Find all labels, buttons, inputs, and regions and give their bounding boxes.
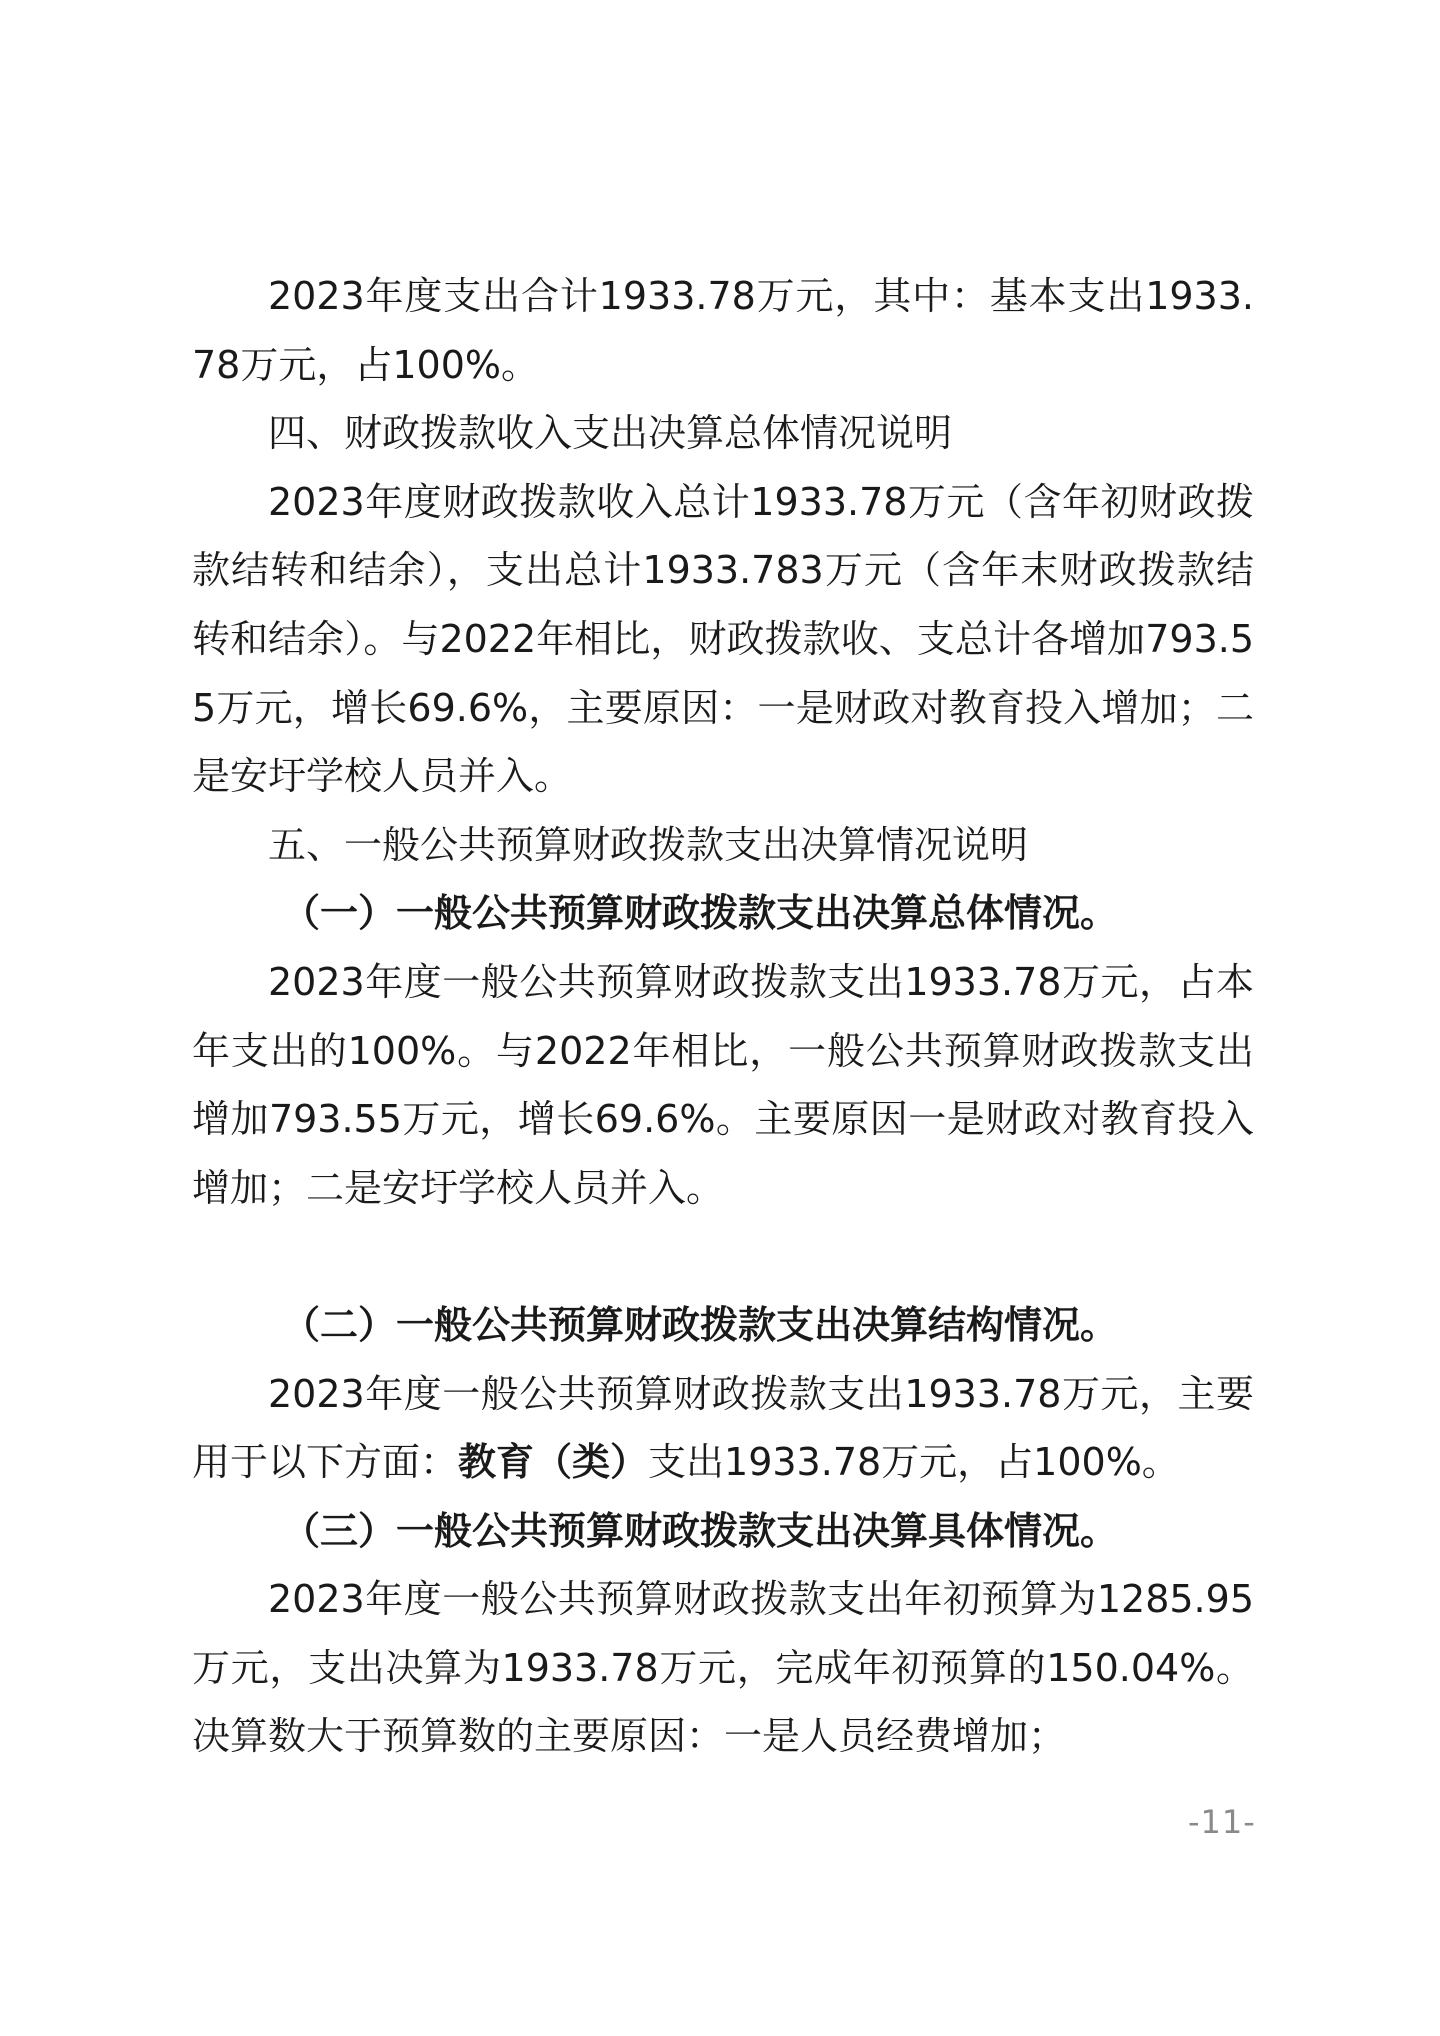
education-category-label: 教育（类）: [458, 1440, 649, 1485]
structure-text-post: 支出1933.78万元，占100%。: [648, 1440, 1180, 1485]
structure-paragraph: [192, 1360, 1254, 1497]
total-expenditure-paragraph: 2023年度支出合计1933.78万元，其中：基本支出1933.78万元，占100%。: [192, 274, 1254, 387]
overall-situation-paragraph: 2023年度一般公共预算财政拨款支出1933.78万元，占本年支出的100%。与2022年相比，一般公共预算财政拨款支出增加793.55万元，增长69.6%。主要原因一是财政对教育投入增加；二是安圩学校人员并入。: [192, 959, 1254, 1210]
structure-text-pre: 2023年度一般公共预算财政拨款支出1933.78万元，主要用于以下方面：: [192, 1371, 1254, 1485]
subsection-1-heading: （一）一般公共预算财政拨款支出决算总体情况。: [282, 891, 1119, 936]
specific-situation-paragraph: 2023年度一般公共预算财政拨款支出年初预算为1285.95万元，支出决算为1933.78万元，完成年初预算的150.04%。决算数大于预算数的主要原因：一是人员经费增加；: [192, 1577, 1254, 1759]
fiscal-appropriation-paragraph: 2023年度财政拨款收入总计1933.78万元（含年初财政拨款结转和结余），支出总计1933.783万元（含年末财政拨款结转和结余）。与2022年相比，财政拨款收、支总计各增加793.55万元，增长69.6%，主要原因：一是财政对教育投入增加；二是安圩学校人员并入。: [192, 479, 1254, 799]
section-5-heading: 五、一般公共预算财政拨款支出决算情况说明: [268, 822, 1029, 867]
subsection-2-heading: （二）一般公共预算财政拨款支出决算结构情况。: [282, 1302, 1119, 1347]
blank-line: [192, 1222, 1254, 1291]
page-number: -11-: [1188, 1803, 1256, 1841]
section-4-heading: 四、财政拨款收入支出决算总体情况说明: [268, 411, 953, 456]
subsection-3-heading: （三）一般公共预算财政拨款支出决算具体情况。: [282, 1508, 1119, 1553]
document-body: [192, 262, 1254, 1771]
